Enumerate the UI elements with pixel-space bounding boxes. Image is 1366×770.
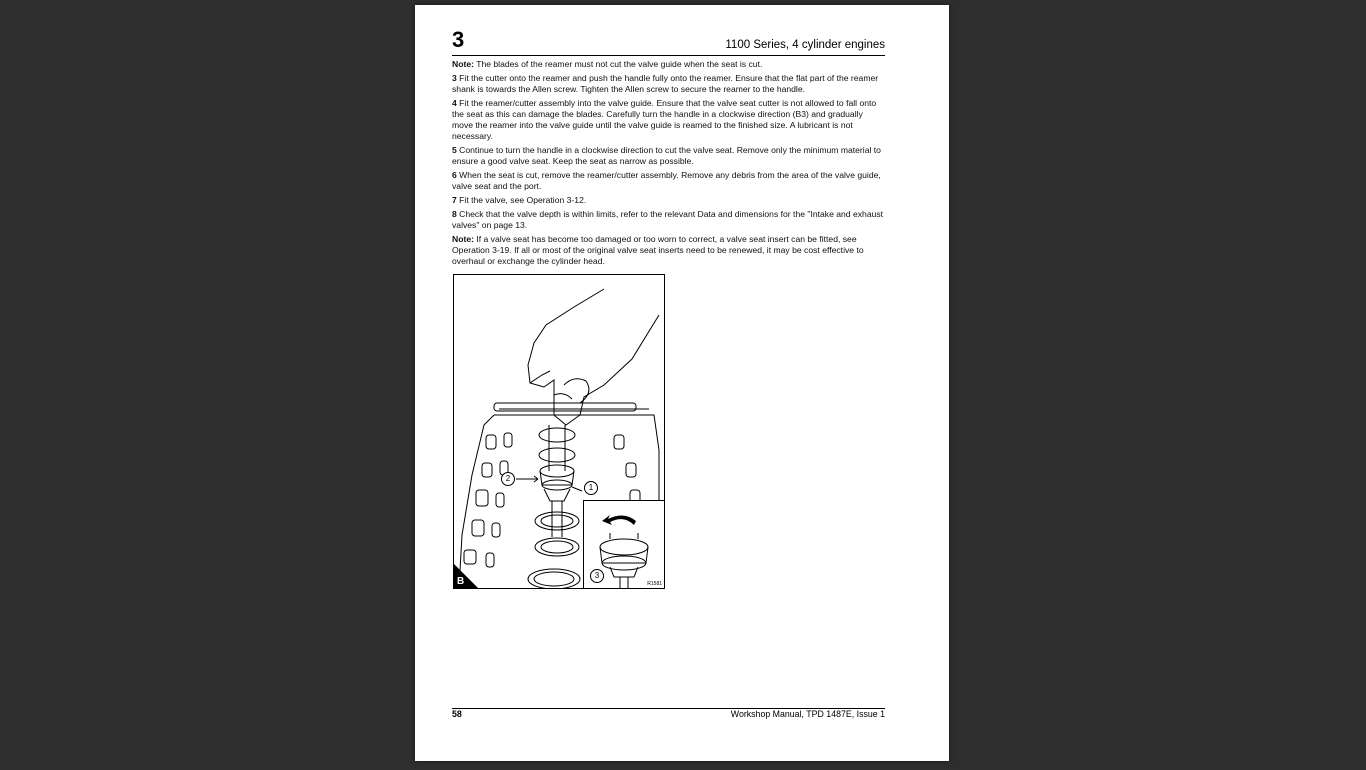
callout-1: 1 [584, 481, 598, 495]
step-text: Check that the valve depth is within limits, refer to the relevant Data and dimensions for the "Intake and exhaust valves" on page 13. [452, 209, 884, 230]
manual-title: Workshop Manual, TPD 1487E, Issue 1 [730, 709, 885, 719]
step-6 [452, 170, 885, 192]
callout-2: 2 [501, 472, 515, 486]
series-title: 1100 Series, 4 cylinder engines [725, 39, 885, 51]
step-5 [452, 145, 885, 167]
body-text [452, 59, 885, 270]
step-number: 4 [452, 98, 457, 109]
header-divider [452, 55, 885, 56]
callout-3: 3 [590, 569, 604, 583]
step-7 [452, 195, 885, 206]
step-text: Fit the valve, see Operation 3-12. [456, 194, 587, 205]
step-number: 6 [452, 169, 457, 180]
note-bottom [452, 234, 885, 267]
manual-page [415, 5, 949, 761]
chapter-number: 3 [452, 27, 465, 52]
step-number: 5 [452, 144, 457, 155]
note-top [452, 59, 885, 70]
note-text: The blades of the reamer must not cut the valve guide when the seat is cut. [473, 59, 763, 69]
note-label: Note: [452, 59, 474, 69]
figure-code: R1581 [647, 581, 662, 587]
step-number: 3 [452, 73, 457, 84]
step-text: Fit the reamer/cutter assembly into the valve guide. Ensure that the valve seat cutter is not allowed to fall onto the seat as this can damage the blades. Carefully turn the handle in a clockwise direction (B3) and gradually move the reamer into the valve guide until the valve guide is reamed to the finished size. A lubricant is not necessary. [452, 98, 877, 141]
step-number: 7 [452, 194, 457, 205]
step-text: Continue to turn the handle in a clockwise direction to cut the valve seat. Remove only the minimum material to ensure a good valve seat. Keep the seat as narrow as possible. [452, 144, 881, 166]
step-text: When the seat is cut, remove the reamer/cutter assembly. Remove any debris from the area of the valve guide, valve seat and the port. [452, 169, 881, 191]
step-3 [452, 73, 885, 95]
page-number: 58 [452, 709, 462, 719]
step-8 [452, 209, 885, 231]
note-text: If a valve seat has become too damaged or too worn to correct, a valve seat insert can be fitted, see Operation 3-19. If all or most of the original valve seat inserts need to be renewed, it may be cost effective to overhaul or exchange the cylinder head. [452, 234, 864, 266]
step-text: Fit the cutter onto the reamer and push the handle fully onto the reamer. Ensure that the flat part of the reamer shank is towards the Allen screw. Tighten the Allen screw to secure the reamer to the handle. [452, 73, 879, 94]
step-number: 8 [452, 209, 457, 219]
rotation-arrow-icon [602, 515, 636, 525]
note-label: Note: [452, 234, 474, 244]
figure-valve-seat-cutting [453, 274, 665, 589]
step-4 [452, 98, 885, 142]
figure-letter: B [457, 576, 465, 587]
detail-inset [583, 500, 665, 589]
